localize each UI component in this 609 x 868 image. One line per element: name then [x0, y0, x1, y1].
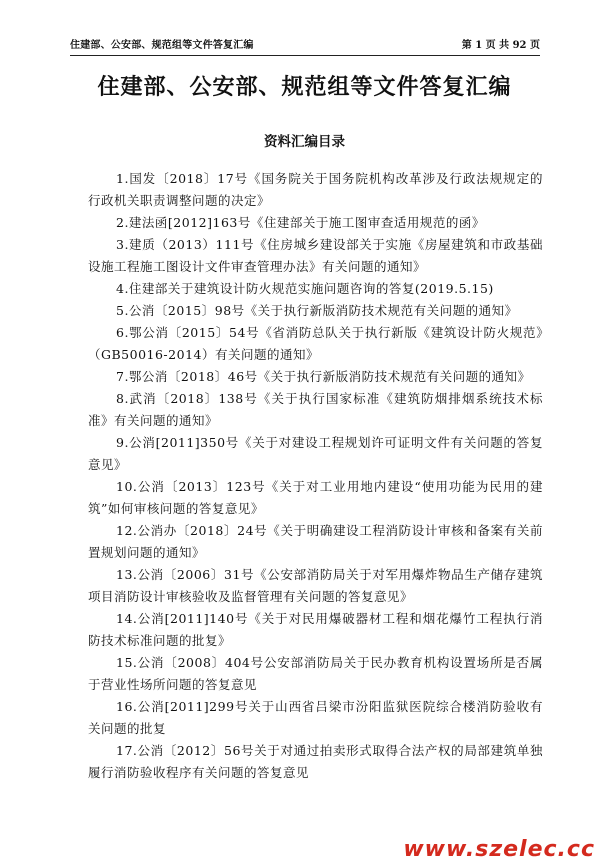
toc-list — [88, 168, 543, 784]
toc-item: 9.公消[2011]350号《关于对建设工程规划许可证明文件有关问题的答复意见》 — [88, 435, 543, 472]
toc-heading: 资料汇编目录 — [264, 134, 345, 150]
page-header — [70, 36, 540, 54]
toc-item: 12.公消办〔2018〕24号《关于明确建设工程消防设计审核和备案有关前置规划问题的通知》 — [88, 523, 543, 560]
toc-item: 6.鄂公消〔2015〕54号《省消防总队关于执行新版《建筑设计防火规范》（GB50016-2014）有关问题的通知》 — [88, 325, 543, 362]
header-page-number: 第 1 页 共 92 页 — [461, 40, 540, 51]
toc-item: 15.公消〔2008〕404号公安部消防局关于民办教育机构设置场所是否属于营业性场所问题的答复意见 — [88, 655, 543, 692]
toc-item: 3.建质（2013）111号《住房城乡建设部关于实施《房屋建筑和市政基础设施工程施工图设计文件审查管理办法》有关问题的通知》 — [88, 237, 543, 274]
header-document-title: 住建部、公安部、规范组等文件答复汇编 — [70, 40, 254, 51]
toc-item: 1.国发〔2018〕17号《国务院关于国务院机构改革涉及行政法规规定的行政机关职责调整问题的决定》 — [88, 171, 543, 208]
toc-item: 14.公消[2011]140号《关于对民用爆破器材工程和烟花爆竹工程执行消防技术标准问题的批复》 — [88, 611, 543, 648]
toc-item: 17.公消〔2012〕56号关于对通过拍卖形式取得合法产权的局部建筑单独履行消防验收程序有关问题的答复意见 — [88, 743, 543, 780]
document-title: 住建部、公安部、规范组等文件答复汇编 — [97, 75, 512, 100]
header-divider — [70, 55, 540, 56]
toc-item: 4.住建部关于建筑设计防火规范实施问题咨询的答复(2019.5.15) — [116, 281, 494, 296]
toc-item: 2.建法函[2012]163号《住建部关于施工图审查适用规范的函》 — [116, 215, 485, 230]
toc-item: 8.武消〔2018〕138号《关于执行国家标准《建筑防烟排烟系统技术标准》有关问题的通知》 — [88, 391, 543, 428]
toc-item: 7.鄂公消〔2018〕46号《关于执行新版消防技术规范有关问题的通知》 — [116, 369, 531, 384]
toc-item: 13.公消〔2006〕31号《公安部消防局关于对军用爆炸物品生产储存建筑项目消防设计审核验收及监督管理有关问题的答复意见》 — [88, 567, 543, 604]
toc-item: 5.公消〔2015〕98号《关于执行新版消防技术规范有关问题的通知》 — [116, 303, 518, 318]
toc-item: 10.公消〔2013〕123号《关于对工业用地内建设“使用功能为民用的建筑”如何审核问题的答复意见》 — [88, 479, 543, 516]
site-watermark[interactable]: www.szelec.cc — [403, 837, 595, 862]
toc-item: 16.公消[2011]299号关于山西省吕梁市汾阳监狱医院综合楼消防验收有关问题的批复 — [88, 699, 543, 736]
